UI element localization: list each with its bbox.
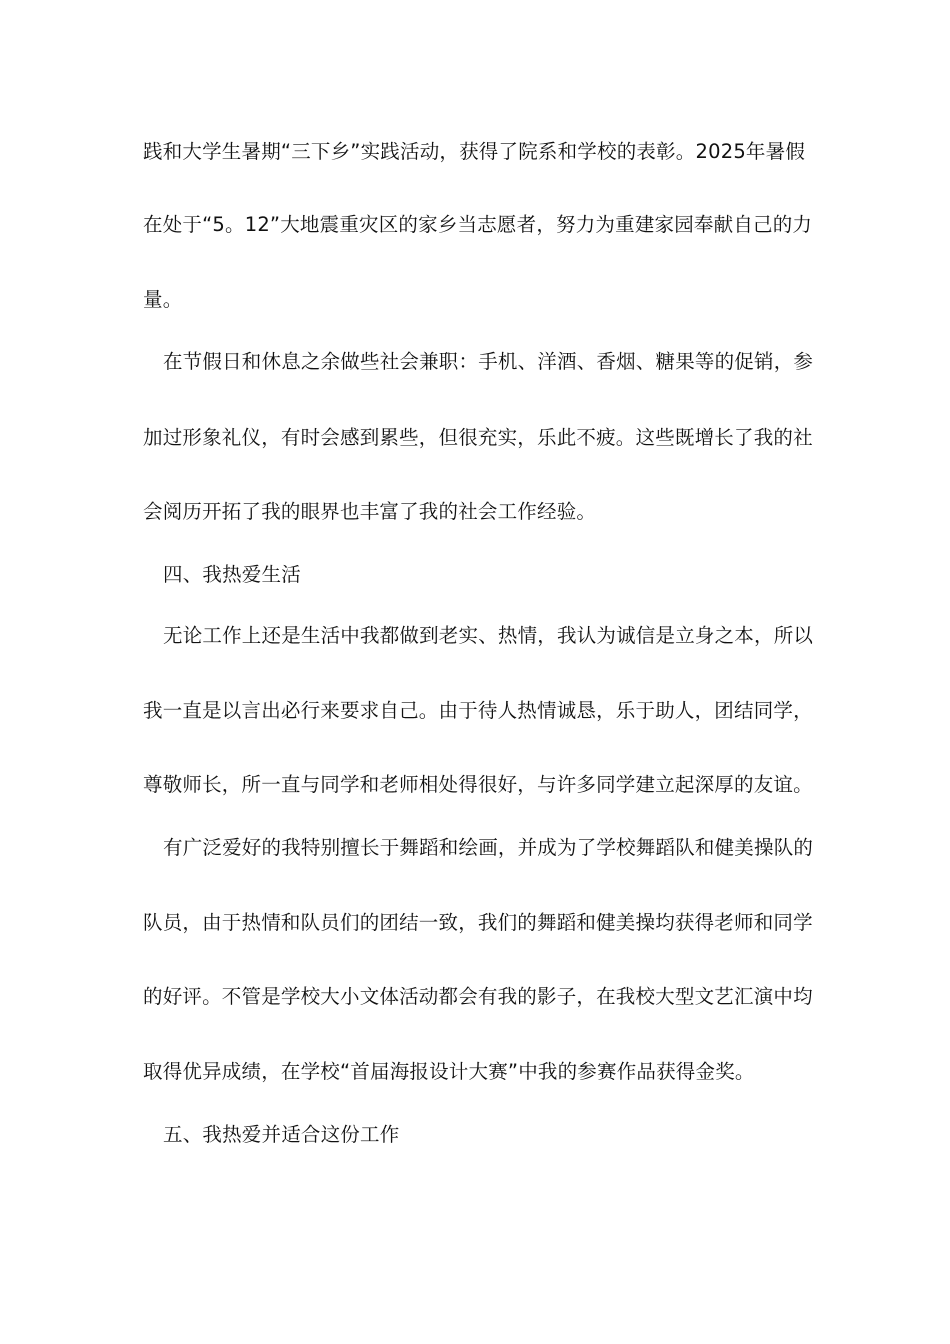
paragraph-line: 的好评。不管是学校大小文体活动都会有我的影子，在我校大型文艺汇演中均: [143, 985, 813, 1008]
paragraph-line: 践和大学生暑期“三下乡”实践活动，获得了院系和学校的表彰。2025年暑假: [143, 140, 806, 163]
paragraph-line: 会阅历开拓了我的眼界也丰富了我的社会工作经验。: [143, 500, 597, 523]
section-heading: 五、我热爱并适合这份工作: [163, 1123, 400, 1146]
paragraph-line: 在节假日和休息之余做些社会兼职：手机、洋酒、香烟、糖果等的促销，参: [163, 350, 814, 373]
paragraph-line: 尊敬师长，所一直与同学和老师相处得很好，与许多同学建立起深厚的友谊。: [143, 773, 813, 796]
paragraph-line: 量。: [143, 288, 183, 311]
paragraph-line: 有广泛爱好的我特别擅长于舞蹈和绘画，并成为了学校舞蹈队和健美操队的: [163, 836, 814, 859]
paragraph-line: 加过形象礼仪，有时会感到累些，但很充实，乐此不疲。这些既增长了我的社: [143, 426, 813, 449]
paragraph-line: 我一直是以言出必行来要求自己。由于待人热情诚恳，乐于助人，团结同学，: [143, 699, 813, 722]
section-heading: 四、我热爱生活: [163, 563, 301, 586]
paragraph-line: 取得优异成绩，在学校“首届海报设计大赛”中我的参赛作品获得金奖。: [143, 1060, 755, 1083]
paragraph-line: 在处于“5。12”大地震重灾区的家乡当志愿者，努力为重建家园奉献自己的力: [143, 213, 813, 236]
paragraph-line: 队员，由于热情和队员们的团结一致，我们的舞蹈和健美操均获得老师和同学: [143, 911, 813, 934]
paragraph-line: 无论工作上还是生活中我都做到老实、热情，我认为诚信是立身之本，所以: [163, 624, 814, 647]
